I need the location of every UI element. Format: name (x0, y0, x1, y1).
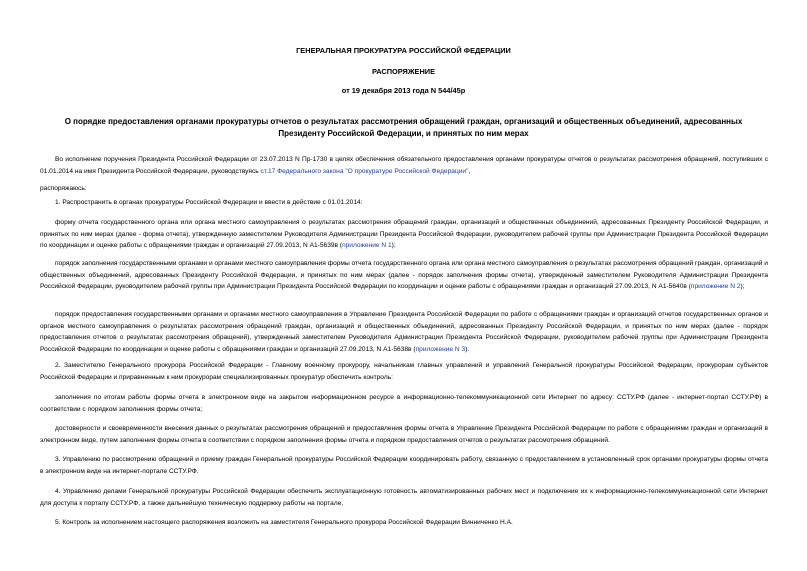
subitem-form (40, 217, 768, 252)
appendix-3-link[interactable]: приложение N 3 (415, 345, 466, 353)
item-1: 1. Распространить в органах прокуратуры Российской Федерации и ввести в действие с 01.01.2014: (55, 199, 363, 206)
document-date-number: от 19 декабря 2013 года N 544/45р (341, 86, 466, 95)
subitem-form-text: форму отчета государственного органа или органа местного самоуправления о результатах рассмотрения обращений граждан, организаций и общественных объединений, адресованных Президенту Российской Федерации, и принятых по ним мерах (далее - форма отчета), утвержденную заместителем Руководителя Администрации Президента Российской Федерации, руководителем рабочей группы при Администрации Президента Российской Федерации по координации и оценке работы с обращениями граждан и организаций 27.09.2013, N А1-5639в ( (40, 219, 768, 249)
subitem-filling-end: ); (740, 283, 745, 290)
appendix-1-link[interactable]: приложение N 1 (342, 242, 392, 249)
subitem-submission-order (40, 309, 768, 355)
order-word: распоряжаюсь: (40, 185, 87, 192)
document-title: О порядке предоставления органами прокуратуры отчетов о результатах рассмотрения обращений граждан, организаций и общественных объединений, адресованных Президенту Российской Федерации, и принятых по ним мерах (64, 117, 743, 138)
subitem-form-end: ); (391, 242, 396, 249)
document-type: РАСПОРЯЖЕНИЕ (371, 67, 436, 76)
subitem-portal-filling: заполнения по итогам работы формы отчета в электронном виде на закрытом информационном ресурсе в информационно-телекоммуникационной сети Интернет по адресу: ССТУ.РФ (далее - интернет-портал ССТУ.РФ) в соответствии с порядком заполнения формы отчета; (40, 394, 768, 413)
intro-paragraph (40, 154, 768, 177)
item-4: 4. Управлению делами Генеральной прокуратуры Российской Федерации обеспечить эксплуатационную готовность автоматизированных рабочих мест и подключение их к информационно-телекоммуникационной сети Интернет для доступа к порталу ССТУ.РФ, а также дальнейшую техническую поддержку работы на портале. (40, 488, 768, 507)
subitem-filling-order (40, 258, 768, 293)
subitem-filling-text: порядок заполнения государственными органами и органами местного самоуправления формы отчета государственного органа или органа местного самоуправления о результатах рассмотрения обращений граждан, организаций и общественных объединений, адресованных Президенту Российской Федерации, и принятых по ним мерах (далее - порядок заполнения формы отчета), утвержденный заместителем Руководителя Администрации Президента Российской Федерации, руководителем рабочей группы при Администрации Президента Российской Федерации по координации и оценке работы с обращениями граждан и организаций 27.09.2013, N А1-5640в ( (40, 260, 768, 290)
item-2: 2. Заместителю Генерального прокурора Российской Федерации - Главному военному прокурору, начальникам главных управлений и управлений Генеральной прокуратуры Российской Федерации, прокурорам субъектов Российской Федерации и приравненным к ним прокурорам специализированных прокуратур обеспечить контроль: (40, 362, 768, 381)
intro-text: Во исполнение поручения Президента Российской Федерации от 23.07.2013 N Пр-1730 в целях обеспечения обязательного предоставления органами прокуратуры отчетов о результатах рассмотрения обращений, поступивших с 01.01.2014 на имя Президента Российской Федерации, руководствуясь (40, 156, 768, 175)
appendix-2-link[interactable]: приложение N 2 (690, 283, 741, 290)
subitem-submission-text: порядок предоставления государственными органами и органами местного самоуправления в Управление Президента Российской Федерации по работе с обращениями граждан и организаций отчетов государственных органов и органов местного самоуправления о результатах рассмотрения обращений граждан, организаций и общественных объединений, адресованных Президенту Российской Федерации, и принятых по ним мерах (далее - порядок предоставления отчетов о результатах рассмотрения обращений), утвержденный заместителем Руководителя Администрации Президента Российской Федерации, руководителем рабочей группы при Администрации Президента Российской Федерации по координации и оценке работы с обращениями граждан и организаций 27.09.2013, N А1-5638в ( (40, 311, 768, 353)
item-3: 3. Управлению по рассмотрению обращений и приему граждан Генеральной прокуратуры Российской Федерации координировать работу, связанную с предоставлением в установленный срок органами прокуратуры формы отчета в электронном виде на интернет-портале ССТУ.РФ. (40, 456, 768, 475)
subitem-data-accuracy: достоверности и своевременности внесения данных о результатах рассмотрения обращений и предоставления формы отчета в Управление Президента Российской Федерации по работе с обращениями граждан и организаций в электронном виде, путем заполнения формы отчета в соответствии с порядком заполнения формы отчета и порядком предоставления отчетов о результатах рассмотрения обращений. (40, 425, 768, 444)
issuing-authority: ГЕНЕРАЛЬНАЯ ПРОКУРАТУРА РОССИЙСКОЙ ФЕДЕРАЦИИ (296, 46, 511, 55)
item-5: 5. Контроль за исполнением настоящего распоряжения возложить на заместителя Генерального прокурора Российской Федерации Винниченко Н.А. (55, 519, 513, 526)
intro-end: , (468, 167, 471, 175)
subitem-submission-end: ). (465, 345, 470, 353)
law-article-link[interactable]: ст.17 Федерального закона "О прокуратуре Российской Федерации" (260, 167, 469, 175)
